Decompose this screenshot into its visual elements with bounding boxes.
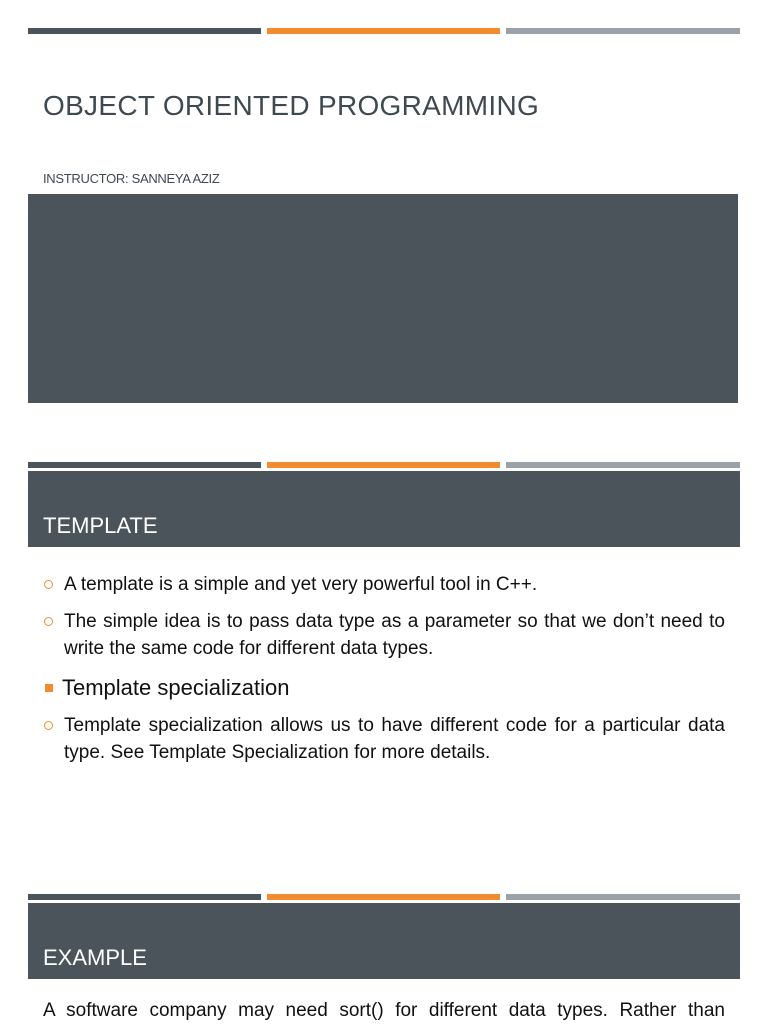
accent-bar-gray — [506, 894, 740, 900]
accent-bar-gray — [506, 28, 740, 34]
slide2-accent-bars — [28, 462, 740, 468]
instructor-label: INSTRUCTOR: SANNEYA AZIZ — [43, 171, 220, 186]
bullet-item-heading — [44, 674, 725, 701]
slide2-header-title: TEMPLATE — [43, 513, 158, 538]
slide3-header-band — [28, 903, 740, 979]
slide2-content — [44, 571, 725, 766]
ring-bullet-icon — [44, 617, 53, 626]
slide1-accent-bars — [28, 28, 740, 34]
slide3-paragraph: A software company may need sort() for different data types. Rather than — [43, 1000, 725, 1021]
accent-bar-orange — [267, 894, 500, 900]
ring-bullet-icon — [44, 580, 53, 589]
accent-bar-dark — [28, 28, 261, 34]
slide1-dark-block — [28, 194, 738, 403]
accent-bar-orange — [267, 462, 500, 468]
slide2-header-band — [28, 471, 740, 547]
bullet-item — [44, 712, 725, 766]
bullet-text: A template is a simple and yet very powerful tool in C++. — [64, 574, 538, 595]
bullet-text: The simple idea is to pass data type as a parameter so that we don’t need to write the same code for different data types. — [64, 611, 725, 659]
bullet-text: Template specialization allows us to have different code for a particular data type. See Template Specialization for more details. — [64, 715, 725, 763]
slide3-header-title: EXAMPLE — [43, 945, 147, 970]
square-bullet-icon — [45, 684, 53, 692]
ring-bullet-icon — [44, 721, 53, 730]
bullet-item — [44, 571, 725, 598]
accent-bar-gray — [506, 462, 740, 468]
slide1-title: OBJECT ORIENTED PROGRAMMING — [43, 90, 540, 121]
accent-bar-dark — [28, 894, 261, 900]
bullet-text: Template specialization — [62, 675, 290, 700]
slide3-accent-bars — [28, 894, 740, 900]
accent-bar-orange — [267, 28, 500, 34]
accent-bar-dark — [28, 462, 261, 468]
bullet-item — [44, 608, 725, 662]
